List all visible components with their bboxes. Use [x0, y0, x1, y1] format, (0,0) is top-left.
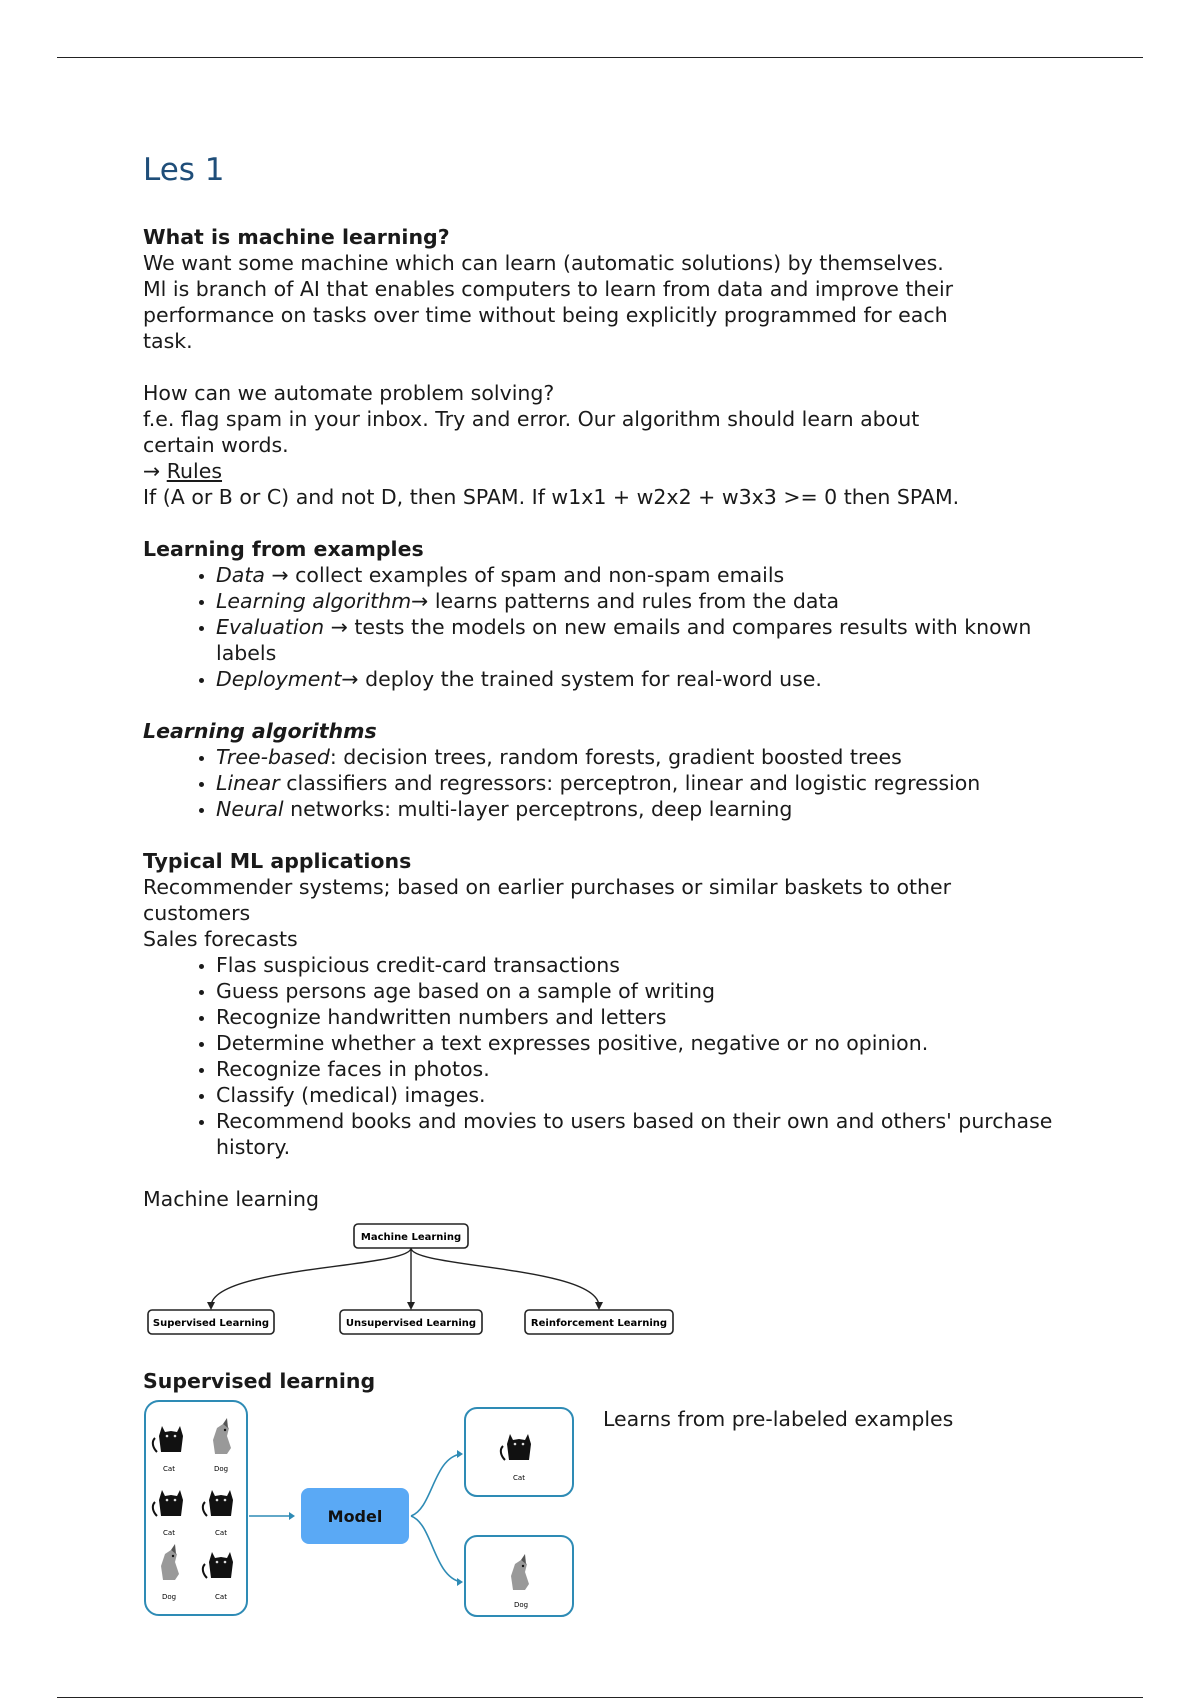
dog-icon — [511, 1554, 529, 1590]
item-text: → tests the models on new emails and compares results with known labels — [216, 615, 1032, 665]
edge-line — [411, 1248, 599, 1306]
example-label: Cat — [163, 1465, 175, 1473]
section-heading: What is machine learning? — [143, 225, 450, 249]
section-supervised — [143, 1368, 1073, 1620]
bullet-list — [143, 744, 1073, 822]
paragraph-line: task. — [143, 329, 193, 353]
paragraph-line: Recommender systems; based on earlier purchases or similar baskets to other — [143, 875, 952, 899]
node-label: Reinforcement Learning — [530, 1318, 668, 1329]
paragraph-line: performance on tasks over time without being explicitly programmed for each — [143, 303, 948, 327]
header-rule — [57, 57, 1143, 58]
paragraph-line: certain words. — [143, 433, 289, 457]
item-term: Linear — [216, 771, 280, 795]
rules-line — [143, 458, 1073, 484]
list-item: • Recognize faces in photos. — [216, 1056, 1073, 1082]
list-item: • Determine whether a text expresses positive, negative or no opinion. — [216, 1030, 1073, 1056]
paragraph-line: If (A or B or C) and not D, then SPAM. If w1x1 + w2x2 + w3x3 >= 0 then SPAM. — [143, 485, 960, 509]
item-text: → learns patterns and rules from the data — [411, 589, 840, 613]
cat-icon — [203, 1552, 233, 1578]
paragraph-line: We want some machine which can learn (automatic solutions) by themselves. — [143, 251, 944, 275]
supervised-description: Learns from pre-labeled examples — [603, 1407, 954, 1431]
item-term: Evaluation — [216, 615, 325, 639]
list-item — [216, 796, 1073, 822]
item-text: → collect examples of spam and non-spam emails — [264, 563, 785, 587]
diagram-caption: Machine learning — [143, 1187, 319, 1211]
arrowhead-icon — [457, 1450, 463, 1458]
output-label: Cat — [513, 1474, 525, 1482]
flow-arrow — [411, 1454, 461, 1516]
item-text: : decision trees, random forests, gradient boosted trees — [329, 745, 902, 769]
section-heading: Typical ML applications — [143, 849, 412, 873]
model-label: Model — [327, 1507, 383, 1526]
list-item — [216, 770, 1073, 796]
section-automate — [143, 380, 1073, 510]
flow-arrow — [411, 1516, 461, 1582]
list-item: • Recommend books and movies to users based on their own and others' purchase history. — [216, 1108, 1073, 1160]
example-label: Dog — [213, 1465, 229, 1473]
item-term: Deployment — [216, 667, 342, 691]
arrowhead-icon — [595, 1302, 603, 1310]
cat-icon — [203, 1490, 233, 1516]
item-term: Neural — [216, 797, 284, 821]
item-term: Tree-based — [216, 745, 330, 769]
list-item — [216, 614, 1073, 666]
supervised-diagram — [143, 1398, 583, 1620]
footer-rule — [57, 1697, 1143, 1698]
section-heading: Learning algorithms — [143, 719, 377, 743]
item-text: classifiers and regressors: perceptron, linear and logistic regression — [279, 771, 981, 795]
list-item: • Guess persons age based on a sample of writing — [216, 978, 1073, 1004]
bullet-list — [143, 562, 1073, 692]
rules-label: Rules — [166, 459, 223, 483]
node-label: Supervised Learning — [152, 1318, 270, 1329]
item-text: networks: multi-layer perceptrons, deep learning — [283, 797, 793, 821]
section-what-is-ml — [143, 224, 1073, 354]
list-item: • Flas suspicious credit-card transactions — [216, 952, 1073, 978]
edge-line — [211, 1248, 411, 1306]
cat-icon — [153, 1426, 183, 1452]
dog-icon — [213, 1418, 231, 1454]
section-applications — [143, 848, 1073, 1160]
section-learning-examples — [143, 536, 1073, 692]
dog-icon — [161, 1544, 179, 1580]
arrow-icon: → — [143, 459, 161, 483]
item-term: Data — [216, 563, 265, 587]
list-item — [216, 588, 1073, 614]
section-heading: Supervised learning — [143, 1369, 376, 1393]
node-root-label: Machine Learning — [360, 1232, 462, 1243]
example-label: Cat — [215, 1529, 227, 1537]
example-label: Cat — [163, 1529, 175, 1537]
arrowhead-icon — [289, 1512, 295, 1520]
ml-hierarchy-diagram — [143, 1218, 683, 1336]
arrowhead-icon — [457, 1578, 463, 1586]
node-label: Unsupervised Learning — [345, 1318, 477, 1329]
paragraph-line: Sales forecasts — [143, 927, 298, 951]
cat-icon — [501, 1434, 531, 1460]
example-label: Dog — [161, 1593, 177, 1601]
item-text: → deploy the trained system for real-word use. — [341, 667, 822, 691]
section-learning-algorithms — [143, 718, 1073, 822]
document-body — [143, 150, 1073, 1620]
list-item — [216, 562, 1073, 588]
paragraph-line: How can we automate problem solving? — [143, 381, 555, 405]
list-item — [216, 666, 1073, 692]
arrowhead-icon — [407, 1302, 415, 1310]
bullet-list — [143, 952, 1073, 1160]
list-item: • Classify (medical) images. — [216, 1082, 1073, 1108]
list-item: • Recognize handwritten numbers and letters — [216, 1004, 1073, 1030]
cat-icon — [153, 1490, 183, 1516]
section-heading: Learning from examples — [143, 537, 424, 561]
paragraph-line: Ml is branch of AI that enables computers to learn from data and improve their — [143, 277, 954, 301]
output-label: Dog — [513, 1601, 529, 1609]
paragraph-line: customers — [143, 901, 251, 925]
item-term: Learning algorithm — [216, 589, 412, 613]
example-label: Cat — [215, 1593, 227, 1601]
section-ml-diagram — [143, 1186, 1073, 1342]
page-title: Les 1 — [143, 152, 225, 188]
arrowhead-icon — [207, 1302, 215, 1310]
paragraph-line: f.e. flag spam in your inbox. Try and error. Our algorithm should learn about — [143, 407, 920, 431]
list-item — [216, 744, 1073, 770]
